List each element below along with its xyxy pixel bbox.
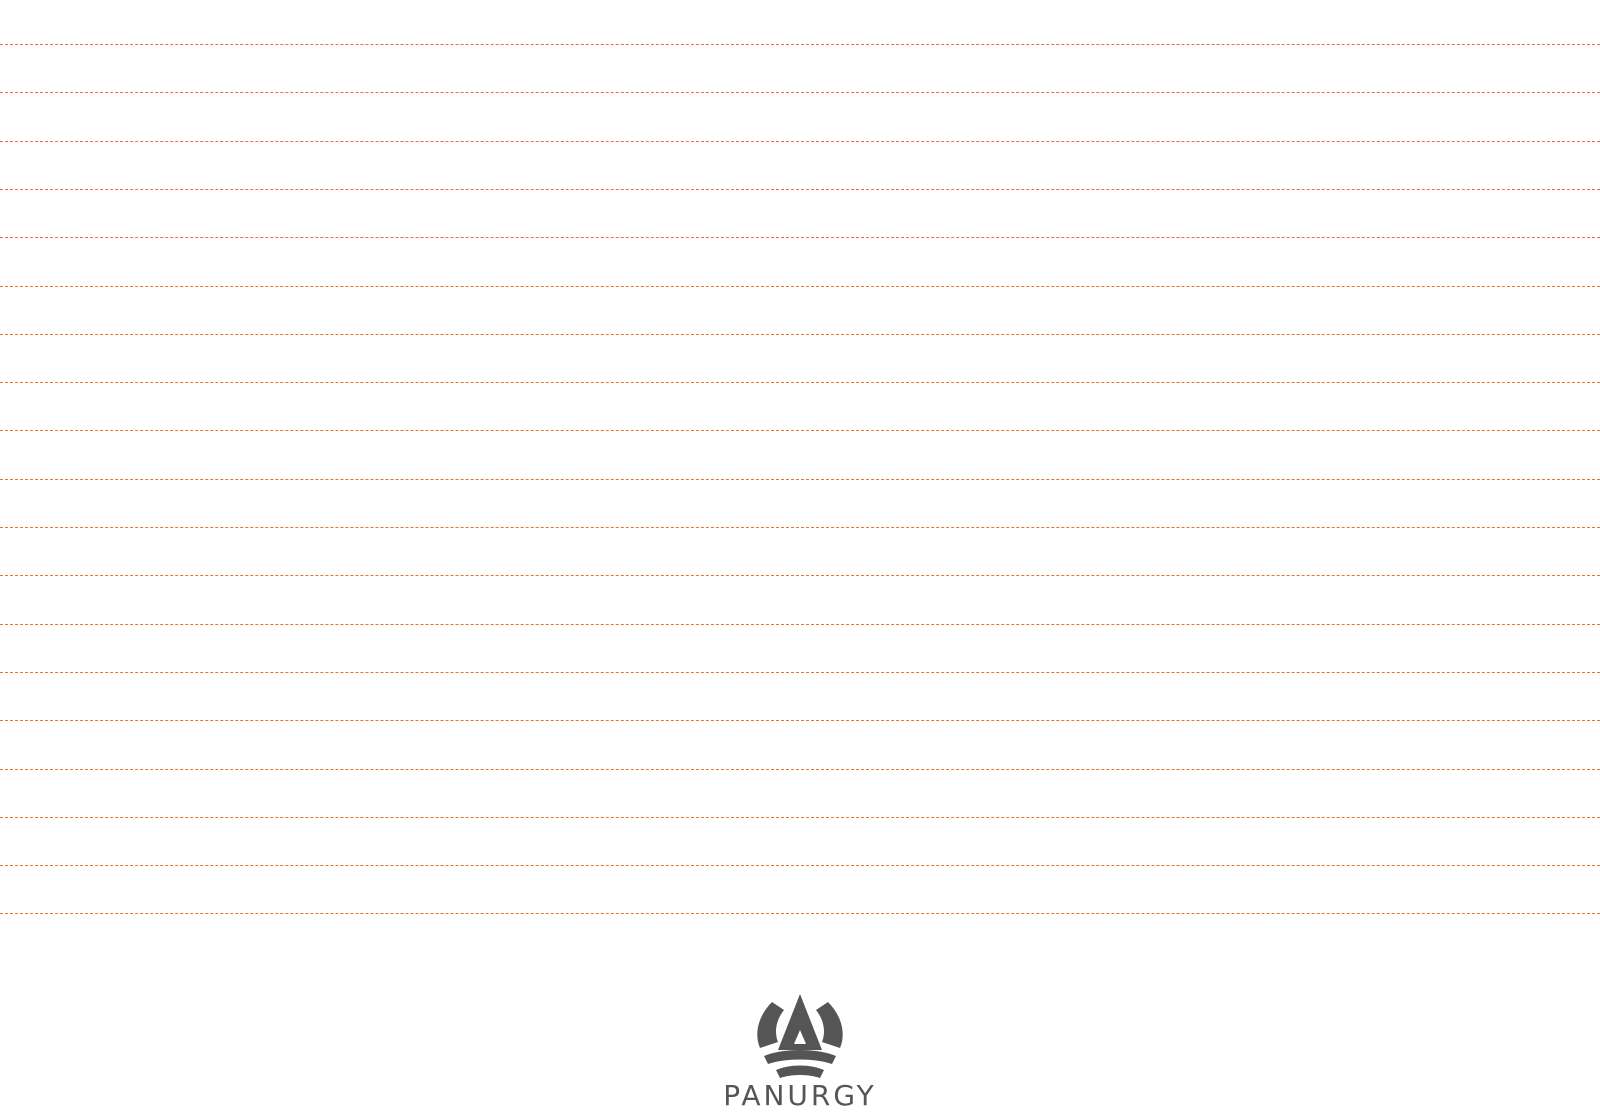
rule-line xyxy=(0,624,1600,625)
rule-line xyxy=(0,479,1600,480)
rule-line xyxy=(0,189,1600,190)
panurgy-tri-arc-icon xyxy=(748,990,852,1082)
rule-line xyxy=(0,382,1600,383)
rule-line xyxy=(0,237,1600,238)
rule-line xyxy=(0,672,1600,673)
rule-line xyxy=(0,913,1600,914)
rule-line xyxy=(0,286,1600,287)
rule-line xyxy=(0,575,1600,576)
rule-line xyxy=(0,141,1600,142)
rule-line xyxy=(0,527,1600,528)
rule-line xyxy=(0,720,1600,721)
rule-line xyxy=(0,769,1600,770)
rule-line xyxy=(0,44,1600,45)
rule-line xyxy=(0,92,1600,93)
rule-line xyxy=(0,865,1600,866)
brand-logo xyxy=(0,990,1600,1111)
brand-name: PANURGY xyxy=(723,1079,877,1112)
rule-line xyxy=(0,817,1600,818)
rule-line xyxy=(0,334,1600,335)
rule-line xyxy=(0,430,1600,431)
